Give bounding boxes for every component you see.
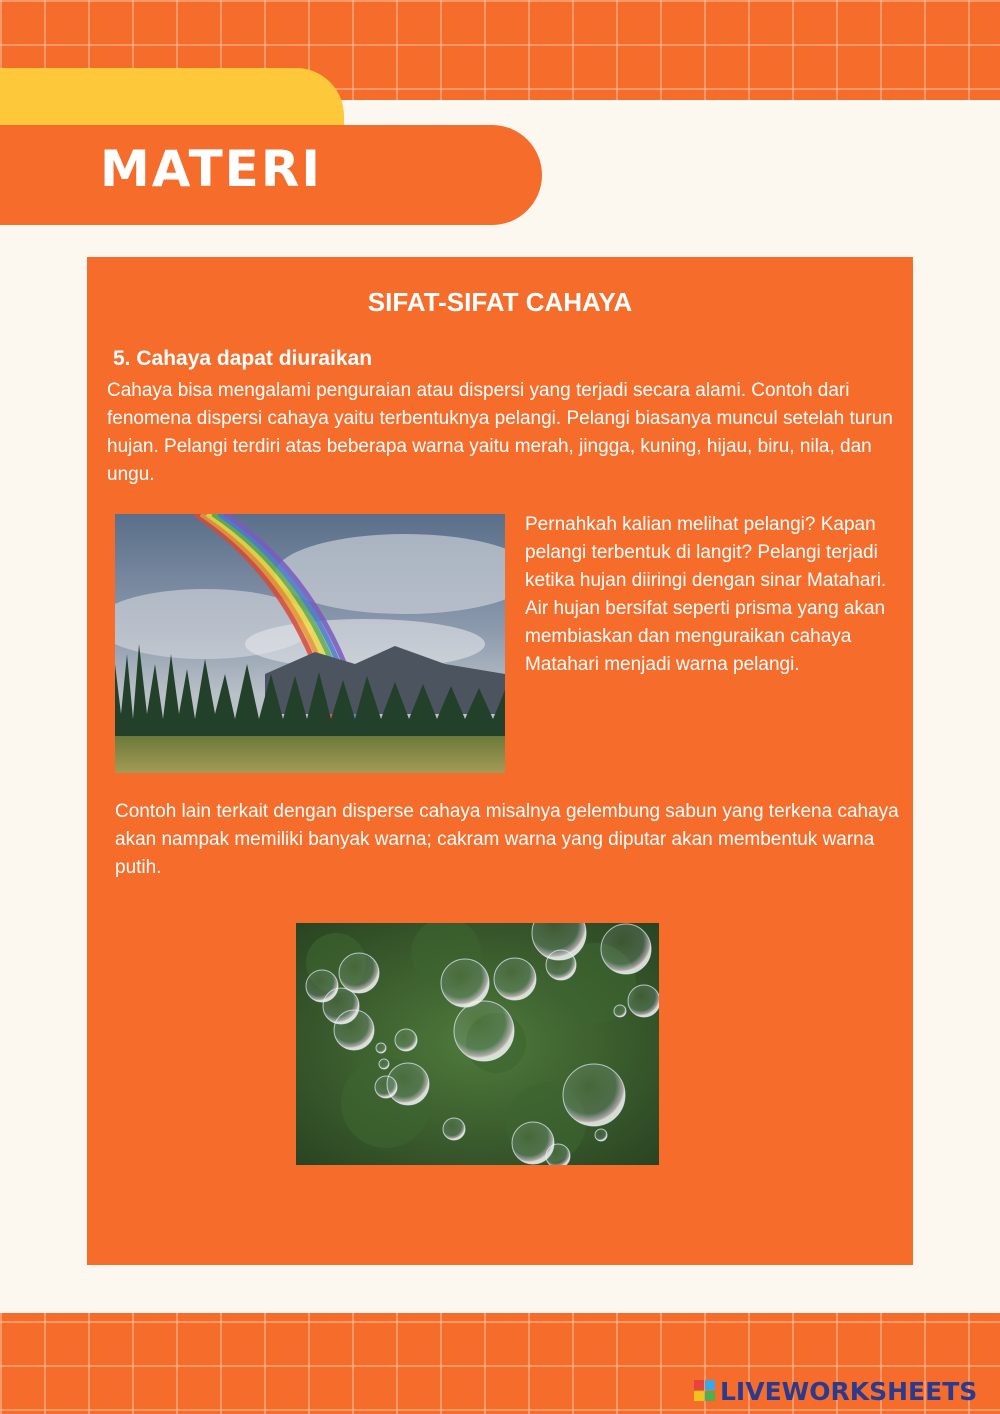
- section-title: SIFAT-SIFAT CAHAYA: [367, 287, 633, 317]
- content-box: [87, 257, 913, 1265]
- liveworksheets-brand: LIVEWORKSHEETS: [720, 1376, 978, 1406]
- intro-paragraph: Cahaya bisa mengalami penguraian atau dispersi yang terjadi secara alami. Contoh dari fenomena dispersi cahaya yaitu terbentuknya pelangi. Pelangi biasanya muncul setelah turun hujan. Pelangi terdiri atas beberapa warna yaitu merah, jingga, kuning, hijau, biru, nila, dan ungu.: [107, 380, 893, 485]
- bubbles-paragraph: Contoh lain terkait dengan disperse cahaya misalnya gelembung sabun yang terkena cahaya akan nampak memiliki banyak warna; cakram warna yang diputar akan membentuk warna putih.: [115, 801, 899, 878]
- rainbow-image: [115, 514, 505, 773]
- soap-bubbles-image: [296, 923, 659, 1165]
- liveworksheets-logo: [694, 1374, 977, 1408]
- liveworksheets-logo-icon: [694, 1380, 716, 1402]
- sub-heading: 5. Cahaya dapat diuraikan: [113, 347, 373, 370]
- rainbow-paragraph: Pernahkah kalian melihat pelangi? Kapan pelangi terbentuk di langit? Pelangi terjadi ketika hujan diiringi dengan sinar Matahari. Air hujan bersifat seperti prisma yang akan membiaskan dan menguraikan cahaya Matahari menjadi warna pelangi.: [525, 514, 887, 675]
- page-title: MATERI: [100, 140, 322, 198]
